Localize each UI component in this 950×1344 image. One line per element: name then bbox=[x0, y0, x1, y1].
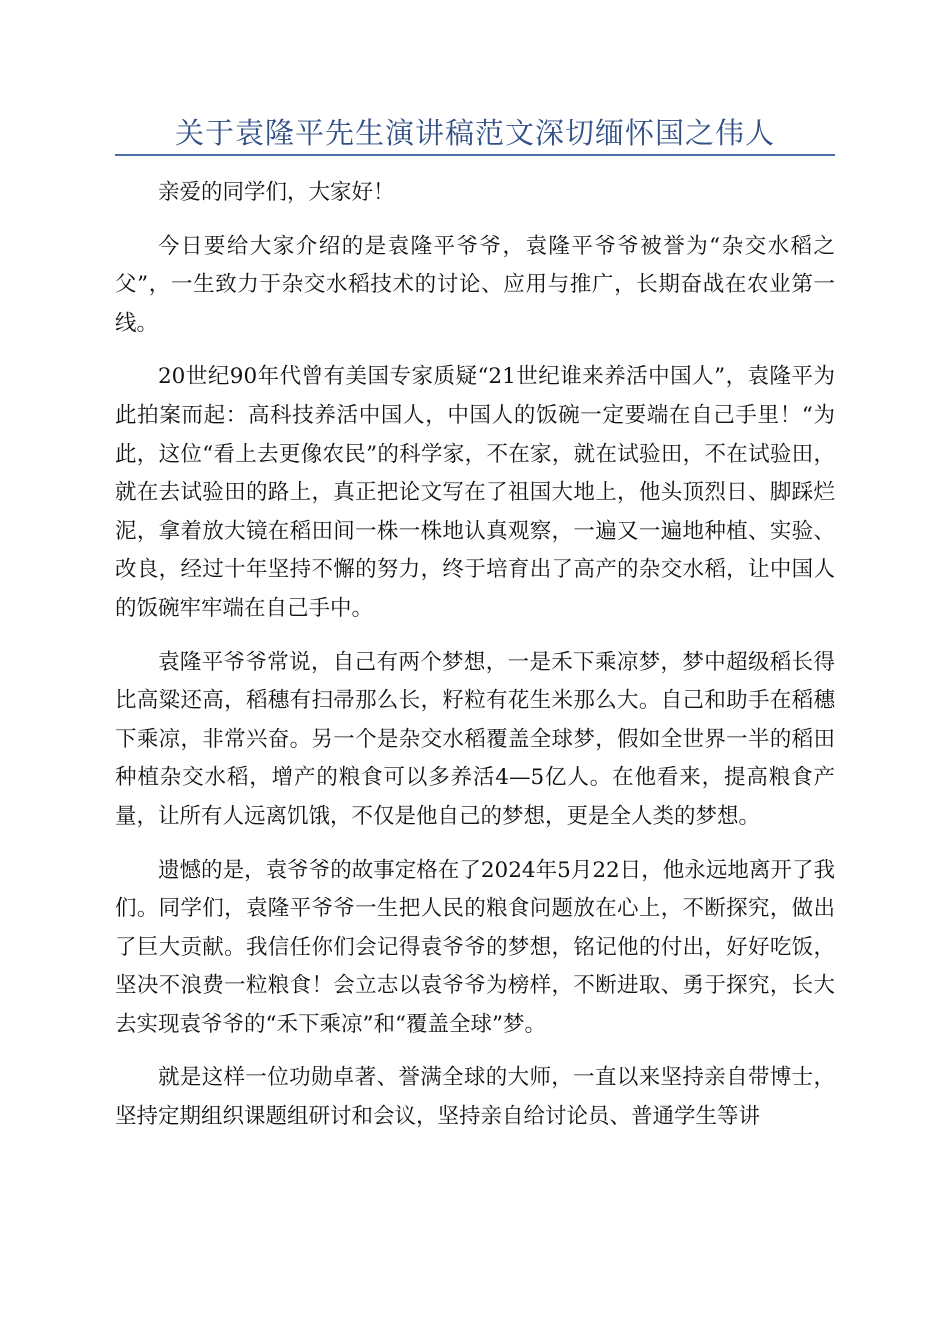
paragraph-introduction: 今日要给大家介绍的是袁隆平爷爷，袁隆平爷爷被誉为“杂交水稻之父”，一生致力于杂交水稻技术的讨论、应用与推广，长期奋战在农业第一线。 bbox=[115, 233, 835, 336]
document-body bbox=[115, 174, 835, 1152]
paragraph-mentorship: 就是这样一位功勋卓著、誉满全球的大师，一直以来坚持亲自带博士，坚持定期组织课题组研讨和会议，坚持亲自给讨论员、普通学生等讲 bbox=[115, 1065, 835, 1130]
paragraph-history: 20世纪90年代曾有美国专家质疑“21世纪谁来养活中国人”，袁隆平为此拍案而起：高科技养活中国人，中国人的饭碗一定要端在自己手里！“为此，这位“看上去更像农民”的科学家，不在家，就在试验田，不在试验田，就在去试验田的路上，真正把论文写在了祖国大地上，他头顶烈日、脚踩烂泥，拿着放大镜在稻田间一株一株地认真观察，一遍又一遍地种植、实验、改良，经过十年坚持不懈的努力，终于培育出了高产的杂交水稻，让中国人的饭碗牢牢端在自己手中。 bbox=[115, 364, 835, 621]
paragraph-greeting: 亲爱的同学们，大家好！ bbox=[158, 180, 395, 205]
paragraph-dreams: 袁隆平爷爷常说，自己有两个梦想，一是禾下乘凉梦，梦中超级稻长得比高粱还高，稻穗有扫帚那么长，籽粒有花生米那么大。自己和助手在稻穗下乘凉，非常兴奋。另一个是杂交水稻覆盖全球梦，假如全世界一半的稻田种植杂交水稻，增产的粮食可以多养活4—5亿人。在他看来，提高粮食产量，让所有人远离饥饿，不仅是他自己的梦想，更是全人类的梦想。 bbox=[115, 649, 835, 829]
document-title: 关于袁隆平先生演讲稿范文深切缅怀国之伟人 bbox=[174, 116, 775, 150]
title-underline bbox=[115, 154, 835, 156]
paragraph-farewell: 遗憾的是，袁爷爷的故事定格在了2024年5月22日，他永远地离开了我们。同学们，袁隆平爷爷一生把人民的粮食问题放在心上，不断探究，做出了巨大贡献。我信任你们会记得袁爷爷的梦想，铭记他的付出，好好吃饭，坚决不浪费一粒粮食！会立志以袁爷爷为榜样，不断进取、勇于探究，长大去实现袁爷爷的“禾下乘凉”和“覆盖全球”梦。 bbox=[115, 857, 835, 1037]
